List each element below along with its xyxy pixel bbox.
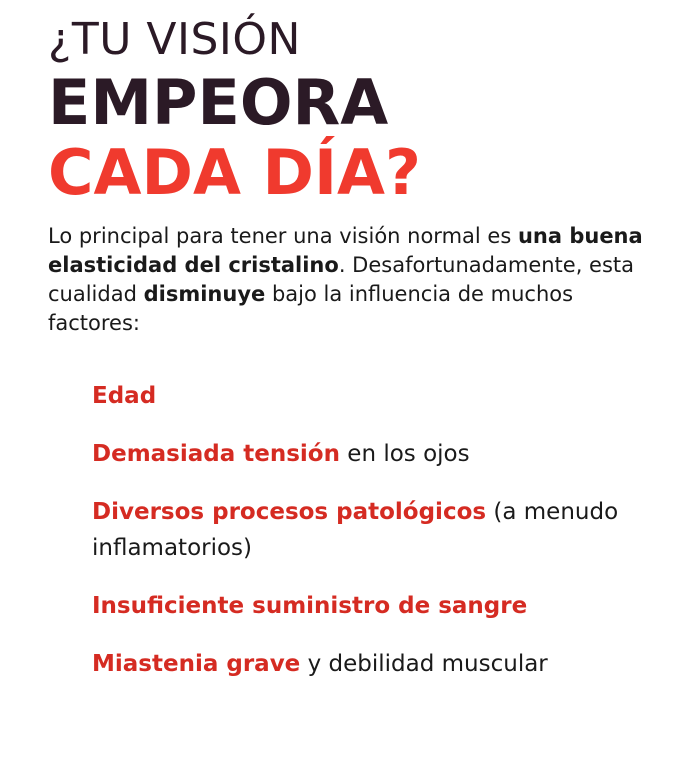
intro-text-3: bajo la influencia de muchos factores: (48, 282, 574, 335)
headline-line-2: EMPEORA (48, 66, 389, 139)
factor-item (92, 646, 662, 682)
factor-item (92, 588, 662, 624)
factor-highlight: Insuficiente suministro de sangre (92, 593, 528, 619)
intro-bold-2: disminuye (143, 282, 266, 306)
factor-highlight: Edad (92, 383, 157, 409)
headline-line-1: ¿TU VISIÓN (48, 14, 301, 65)
factor-highlight: Diversos procesos patológicos (92, 499, 487, 525)
factors-list (92, 378, 662, 704)
factor-rest: (a menudo inflamatorios) (92, 499, 619, 561)
intro-text-2: . Desafortunadamente, esta cualidad (48, 253, 635, 306)
factor-rest: en los ojos (339, 441, 470, 467)
factor-rest: y debilidad muscular (300, 651, 548, 677)
factor-item (92, 378, 662, 414)
intro-text-1: Lo principal para tener una visión normal es (48, 224, 518, 248)
factor-item (92, 494, 662, 566)
intro-bold-1: una buena elasticidad del cristalino (48, 224, 643, 277)
headline-line-3: CADA DÍA? (48, 136, 421, 209)
factor-highlight: Demasiada tensión (92, 441, 340, 467)
headline (48, 14, 421, 208)
intro-paragraph (48, 222, 668, 338)
factor-highlight: Miastenia grave (92, 651, 301, 677)
factor-item (92, 436, 662, 472)
